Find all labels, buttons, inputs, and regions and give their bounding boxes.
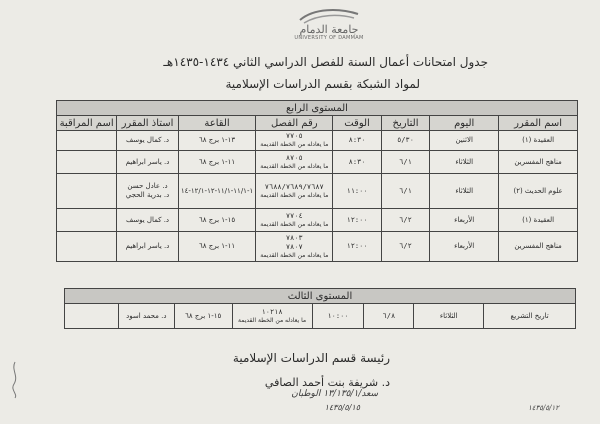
cell-room: ١-١١/١-١١/١-١٢-١٢/١-١٤: [178, 174, 255, 209]
header-proctor: اسم المراقبة: [57, 116, 117, 131]
cell-proctor: [65, 304, 119, 329]
university-name-ar: جامعة الدمام: [299, 23, 359, 36]
section-note: ما يعادله من الخطة القديمة: [260, 162, 329, 170]
cell-room: ١١-١ برج ٦٨: [178, 151, 255, 174]
header-course: اسم المقرر: [499, 116, 578, 131]
table-row: [65, 304, 576, 329]
cell-section: [256, 151, 333, 174]
cell-date: ٦/١: [381, 151, 429, 174]
cell-course: مناهج المفسرين: [499, 151, 578, 174]
cell-course: العقيدة (١): [499, 131, 578, 151]
cell-room: ١١-١ برج ٦٨: [178, 232, 255, 262]
section-number: ٧٧٠٤: [285, 211, 303, 220]
section-number: ٨٧٠٥: [285, 153, 303, 162]
table-row: [57, 174, 578, 209]
table-row: [57, 131, 578, 151]
cell-teacher: د. كمال يوسف: [117, 209, 179, 232]
cell-section: [256, 131, 333, 151]
cell-section: [256, 209, 333, 232]
section-number: ١٠٢١٨: [261, 307, 283, 316]
cell-course: العقيدة (١): [499, 209, 578, 232]
cell-day: الثلاثاء: [430, 151, 499, 174]
cell-time: ٨:٣٠: [333, 151, 381, 174]
cell-proctor: [57, 232, 117, 262]
cell-room: ١٣-١ برج ٦٨: [178, 131, 255, 151]
cell-date: ٦/٢: [381, 209, 429, 232]
cell-day: الاثنين: [430, 131, 499, 151]
level4-schedule-table: [56, 100, 578, 262]
university-logo: [274, 6, 384, 41]
table-row: [57, 151, 578, 174]
cell-teacher: د. كمال يوسف: [117, 131, 179, 151]
section-number: ٧٨٠٣: [285, 233, 303, 242]
table-row: [57, 209, 578, 232]
document-subtitle: لمواد الشبكة بقسم الدراسات الإسلامية: [225, 77, 420, 91]
handwritten-date: ١٤٣٥/٥/١٥: [324, 403, 360, 412]
level4-title: المستوى الرابع: [57, 101, 578, 116]
handwritten-note: سعد/١٣/١٣٥/١ الوطبان: [291, 389, 378, 399]
header-date: التاريخ: [381, 116, 429, 131]
section-note: ما يعادله من الخطة القديمة: [260, 141, 329, 148]
section-note: ما يعادله من الخطة القديمة: [260, 191, 329, 199]
section-note: ما يعادله من الخطة القديمة: [238, 316, 307, 324]
cell-day: الأربعاء: [430, 232, 499, 262]
cell-proctor: [57, 151, 117, 174]
teacher-name: د. عادل حسن: [127, 182, 168, 190]
cell-room: ١٥-١ برج ٦٨: [178, 209, 255, 232]
signature-title: رئيسة قسم الدراسات الإسلامية: [232, 351, 390, 365]
cell-section: [232, 304, 312, 329]
cell-section: [256, 232, 333, 262]
cell-time: ١١:٠٠: [333, 174, 381, 209]
cell-time: ١٢:٠٠: [333, 232, 381, 262]
cell-proctor: [57, 131, 117, 151]
cell-teacher: [117, 174, 179, 209]
cell-course: مناهج المفسرين: [499, 232, 578, 262]
teacher-name-2: د. بدرية الحجي: [125, 191, 170, 199]
header-day: اليوم: [430, 116, 499, 131]
stamp-date: ١٤٣٥/٥/١٢: [528, 404, 560, 412]
header-time: الوقت: [333, 116, 381, 131]
cell-date: ٥/٣٠: [381, 131, 429, 151]
header-teacher: استاذ المقرر: [117, 116, 179, 131]
cell-day: الثلاثاء: [414, 304, 484, 329]
cell-time: ١٢:٠٠: [333, 209, 381, 232]
section-note: ما يعادله من الخطة القديمة: [260, 220, 329, 228]
section-number: ٧٦٨٨/٧٦٨٩/٧٦٨٧: [264, 182, 324, 191]
section-number: ٧٧٠٥: [285, 132, 303, 140]
cell-date: ٦/٢: [381, 232, 429, 262]
cell-teacher: د. محمد اسود: [118, 304, 174, 329]
header-room: القاعة: [178, 116, 255, 131]
signature-name: د. شريفة بنت أحمد الصافي: [264, 376, 390, 389]
level3-schedule-table: [64, 288, 576, 329]
cell-course: تاريخ التشريع: [484, 304, 576, 329]
cell-day: الأربعاء: [430, 209, 499, 232]
cell-section: [256, 174, 333, 209]
cell-time: ٨:٣٠: [333, 131, 381, 151]
section-note: ما يعادله من الخطة القديمة: [260, 251, 329, 259]
cell-course: علوم الحديث (٢): [499, 174, 578, 209]
cell-room: ١٥-١ برج ٦٨: [174, 304, 232, 329]
level3-title: المستوى الثالث: [65, 289, 576, 304]
cell-teacher: د. ياسر ابراهيم: [117, 151, 179, 174]
table-row: [57, 232, 578, 262]
section-number-2: ٧٨٠٧: [285, 242, 303, 251]
cell-proctor: [57, 209, 117, 232]
document-title: جدول امتحانات أعمال السنة للفصل الدراسي الثاني ١٤٣٤-١٤٣٥هـ: [163, 55, 488, 69]
cell-date: ٦/١: [381, 174, 429, 209]
cell-day: الثلاثاء: [430, 174, 499, 209]
cell-time: ١٠:٠٠: [312, 304, 364, 329]
university-name-en: UNIVERSITY OF DAMMAM: [294, 35, 364, 41]
cell-date: ٦/٨: [364, 304, 414, 329]
cell-teacher: د. ياسر ابراهيم: [117, 232, 179, 262]
margin-mark-icon: [8, 360, 22, 400]
cell-proctor: [57, 174, 117, 209]
header-section: رقم الفصل: [256, 116, 333, 131]
